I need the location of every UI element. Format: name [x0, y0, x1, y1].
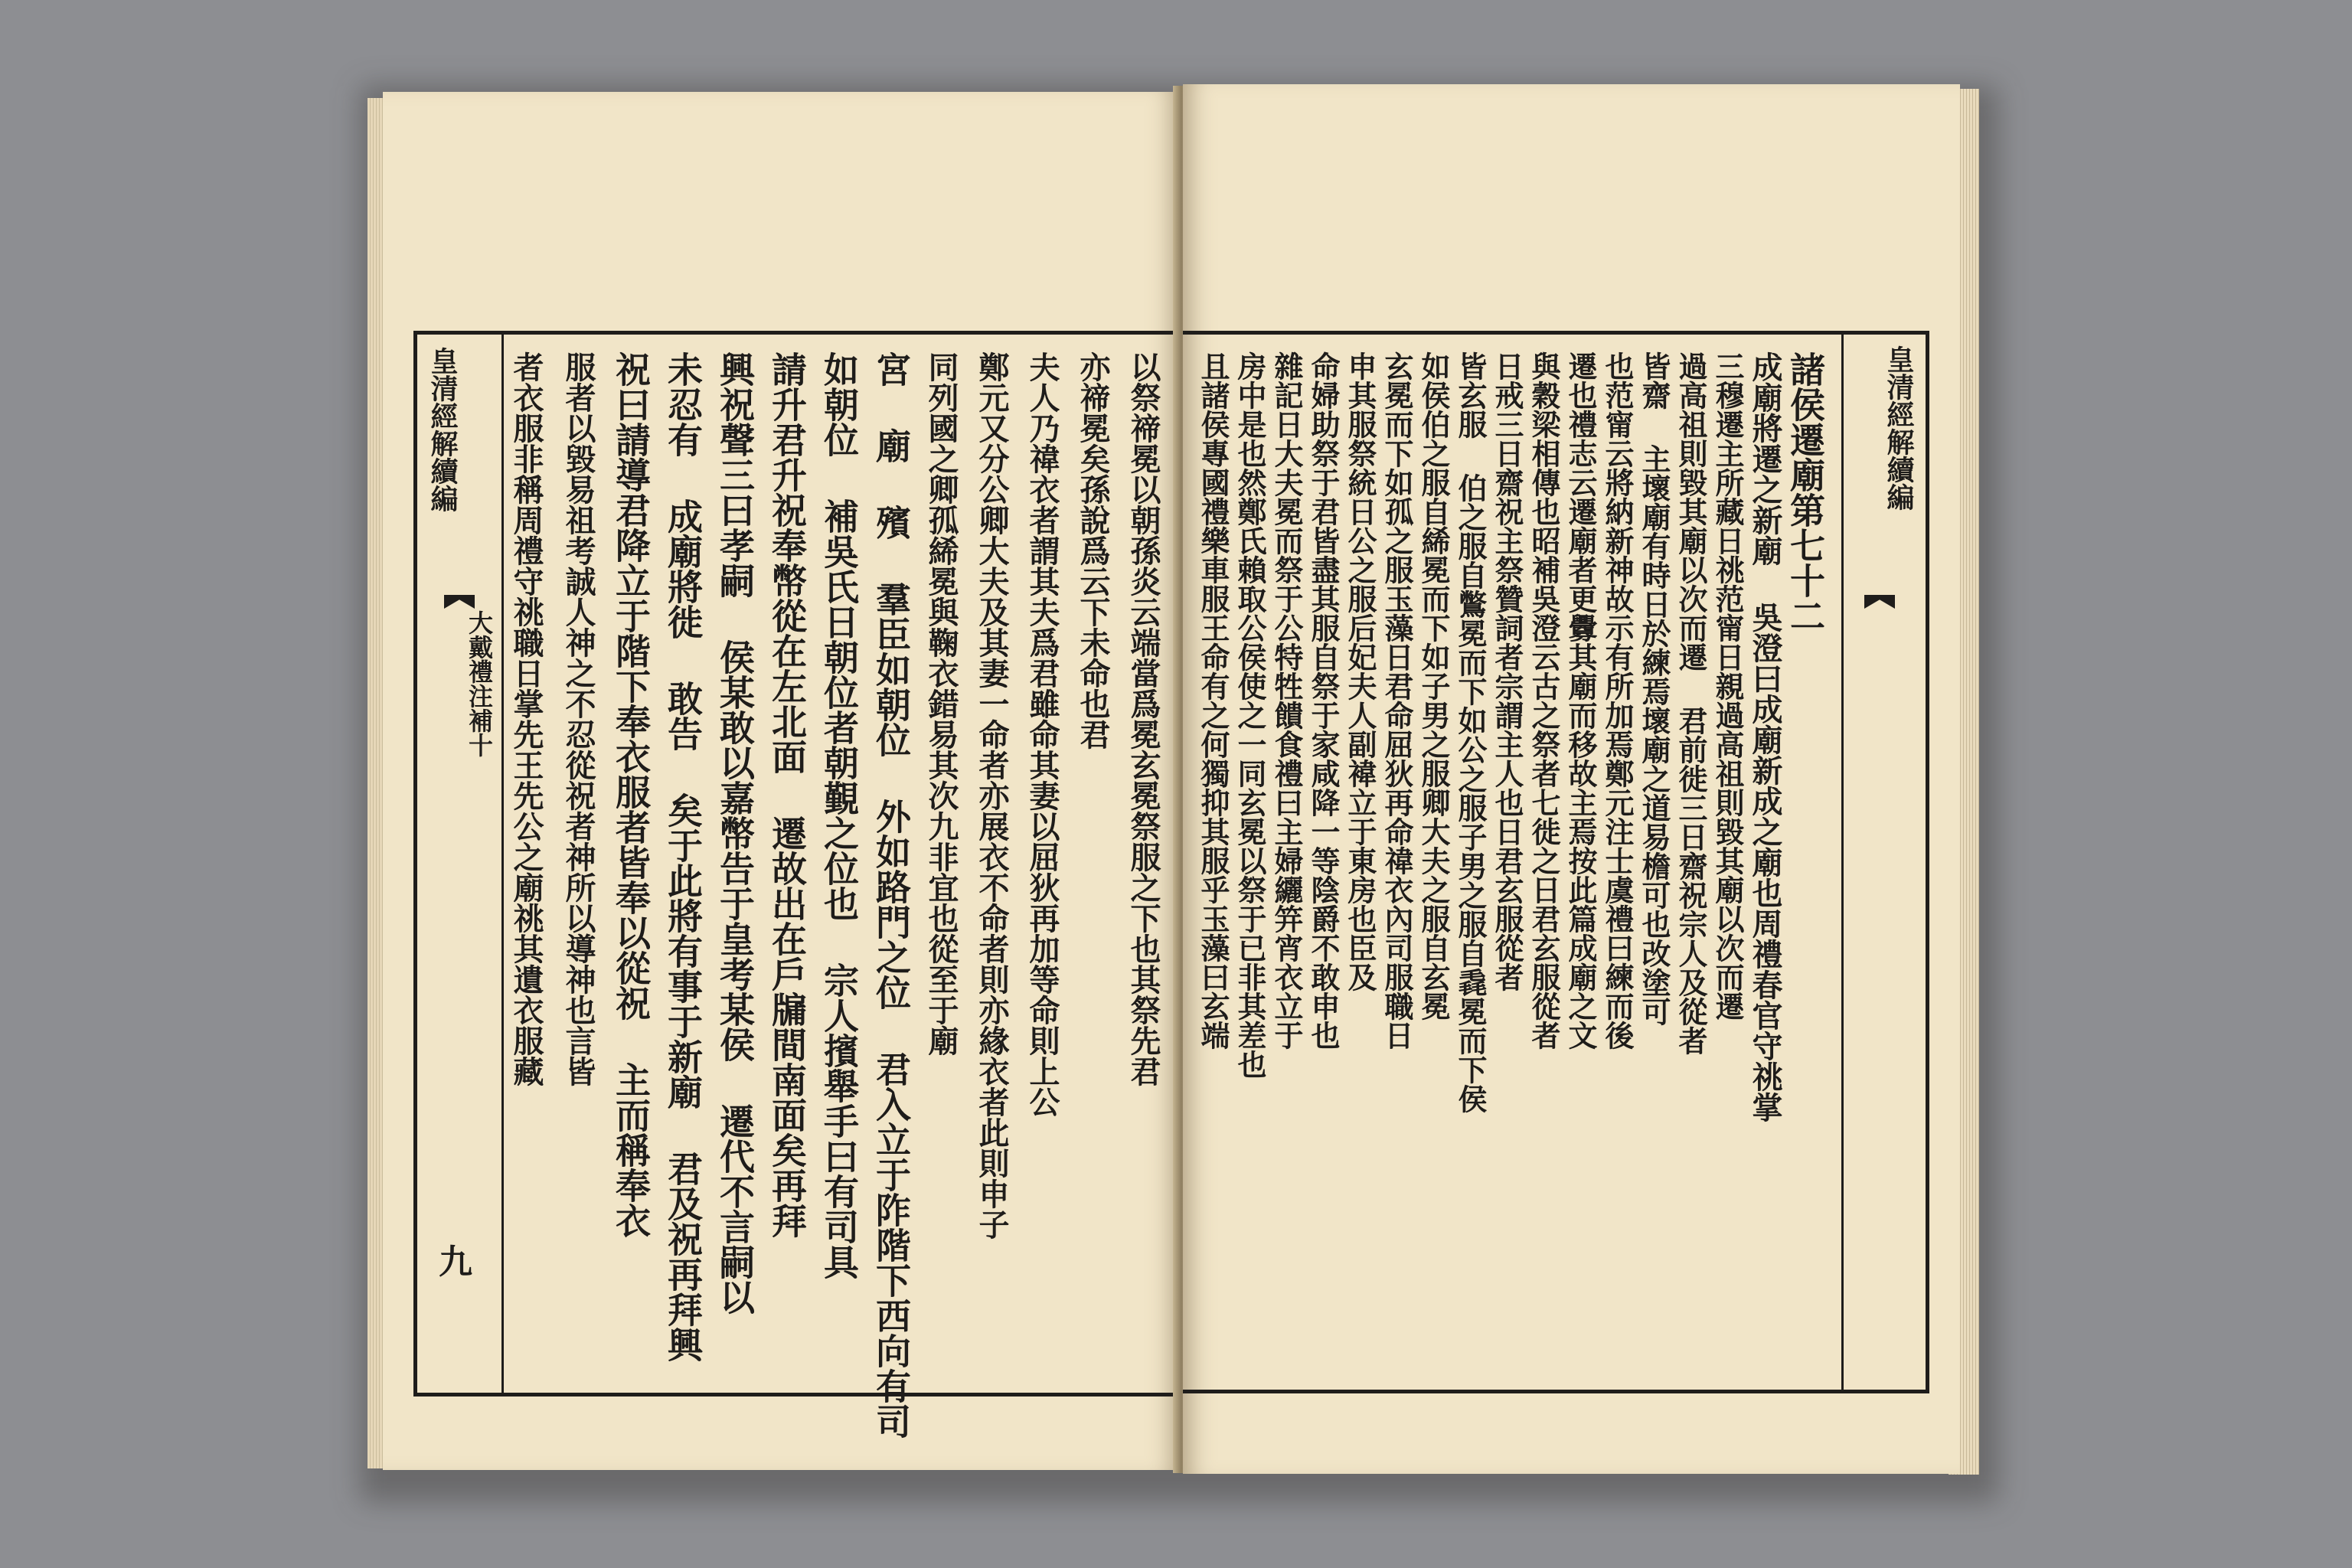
- text-column: 宮 廟 殯 羣臣如朝位 外如路門之位 君入立于阼階下西向有司: [871, 351, 912, 1439]
- left-page: [383, 92, 1179, 1470]
- text-column: 鄭元又分公卿大夫及其妻一命者亦展衣不命者則亦緣衣者此則申子: [974, 351, 1010, 1240]
- fold-title: 皇清經解續編: [1883, 345, 1915, 511]
- text-column: 申其服祭統日公之服后妃夫人副褘立于東房也臣及: [1343, 351, 1377, 991]
- text-column: 以祭禘冕以朝孫炎云端當爲冕玄冕祭服之下也其祭先君: [1125, 351, 1161, 1086]
- fold-title: 皇清經解續編: [426, 347, 459, 512]
- text-column: 命婦助祭于君皆盡其服自祭于家咸降一等陰爵不敢申也: [1306, 351, 1341, 1050]
- page-edge-left: [368, 98, 383, 1468]
- left-page-frame: [413, 331, 1179, 1439]
- text-column: 如侯伯之服自絺冕而下如子男之服卿大夫之服自玄冕: [1416, 351, 1451, 1021]
- text-column: 興祝聲三曰孝嗣 侯某敢以嘉幣告于皇考某侯 遷代不言嗣以: [714, 351, 756, 1315]
- fishtail-mark: [444, 595, 475, 609]
- text-column: 房中是也然鄭氏賴取公侯使之一同玄冕以祭于已非其差也: [1233, 351, 1267, 1079]
- text-column: 請升君升祝奉幣從在左北面 遷故出在戶牖間南面矣再拜: [766, 351, 808, 1238]
- text-column: 者衣服非稱周禮守祧職日掌先王先公之廟祧其遺衣服藏: [508, 351, 544, 1086]
- text-column: 且諸侯專國禮樂車服王命有之何獨抑其服乎玉藻曰玄端: [1196, 351, 1230, 1050]
- text-column: 亦禘冕矣孫說爲云下未命也君: [1075, 351, 1111, 750]
- chapter-title: 諸侯遷廟第七十二: [1785, 351, 1826, 633]
- text-column: 雜記日大夫冕而祭于公特牲饋食禮曰主婦纚笄宵衣立于: [1269, 351, 1304, 1050]
- text-column: 夫人乃禕衣者謂其夫爲君雖命其妻以屈狄再加等命則上公: [1024, 351, 1060, 1117]
- text-column: 三穆遷主所藏日祧范甯日親過高祖則毀其廟以次而遷: [1710, 351, 1745, 1021]
- page-number: 九: [439, 1243, 472, 1282]
- text-column: 皆玄服 伯之服自鷩冕而下如公之服子男之服自毳冕而下侯: [1453, 351, 1488, 1113]
- right-page: [1183, 84, 1960, 1474]
- fishtail-mark: [1864, 595, 1895, 609]
- text-column: 過高祖則毀其廟以次而遷 君前徙三日齋祝宗人及從者: [1674, 351, 1708, 1055]
- text-column: 如朝位 補吳氏日朝位者朝覲之位也 宗人擯舉手曰有司具: [818, 351, 860, 1279]
- text-column: 玄冕而下如孤之服玉藻日君命屈狄再命禕衣內司服職日: [1380, 351, 1414, 1050]
- fold-subtitle: 大戴禮注補十: [465, 610, 494, 757]
- text-column: 也范甯云將納新神故示有所加焉鄭元注士虞禮曰練而後: [1600, 351, 1635, 1050]
- text-column: 遷也禮志云遷廟者更釁其廟而移故主焉按此篇成廟之文: [1563, 351, 1598, 1050]
- text-column: 祝曰請導君降立于階下奉衣服者皆奉以從祝 主而稱奉衣: [610, 351, 652, 1238]
- text-column: 日戒三日齋祝主祭贊詞者宗謂主人也日君玄服從者: [1490, 351, 1524, 991]
- text-column: 成廟將遷之新廟 吳澄曰成廟新成之廟也周禮春官守祧掌: [1747, 351, 1783, 1122]
- text-column: 服者以毀易祖考誠人神之不忍從祝者神所以導神也言皆: [560, 351, 596, 1086]
- fold-column-rule: [501, 335, 504, 1393]
- text-column: 皆齋 主壞廟有時日於練焉壞廟之道易檐可也改塗可: [1637, 351, 1671, 1026]
- text-column: 與穀梁相傳也昭補吳澄云古之祭者七徙之日君玄服從者: [1527, 351, 1561, 1050]
- fold-column-rule: [1841, 335, 1844, 1390]
- text-column: 同列國之卿孤絺冕與鞠衣錯易其次九非宜也從至于廟: [923, 351, 959, 1056]
- text-column: 未忍有 成廟將徙 敢告 矣于此將有事于新廟 君及祝再拜興: [662, 351, 704, 1362]
- right-page-frame: [1183, 331, 1929, 1393]
